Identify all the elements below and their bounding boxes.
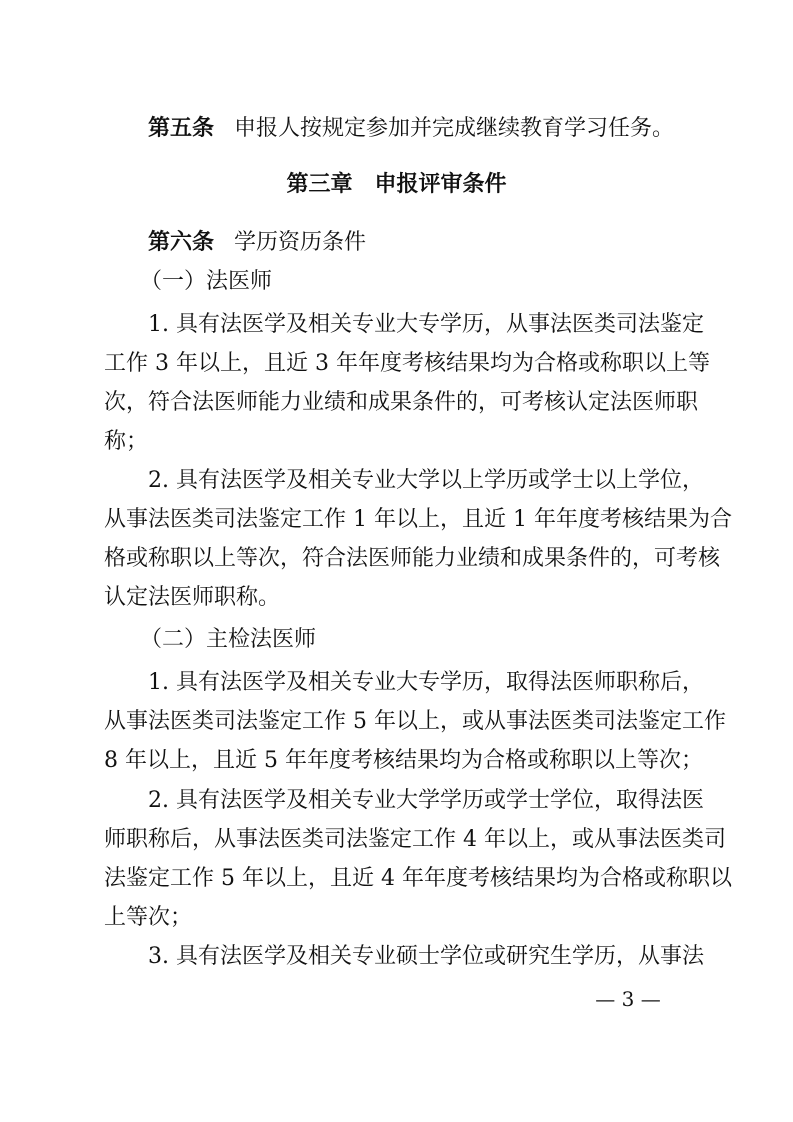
paragraph-line: 8 年以上，且近 5 年年度考核结果均为合格或称职以上等次；: [104, 748, 703, 773]
paragraph-line: 2. 具有法医学及相关专业大学学历或学士学位，取得法医: [148, 788, 704, 813]
section-2-item-2: [104, 786, 732, 933]
paragraph-line: 上等次；: [104, 905, 193, 930]
section-2-heading: （二）主检法医师: [140, 627, 317, 652]
article-5: [148, 114, 674, 144]
paragraph-line: 工作 3 年以上，且近 3 年年度考核结果均为合格或称职以上等: [104, 351, 710, 376]
paragraph-line: 2. 具有法医学及相关专业大学以上学历或学士以上学位，: [148, 468, 704, 493]
paragraph-line: 认定法医师职称。: [104, 585, 281, 610]
page-number: — 3 —: [595, 987, 661, 1011]
article-5-label: 第五条: [148, 116, 215, 141]
paragraph-line: 1. 具有法医学及相关专业大专学历，从事法医类司法鉴定: [148, 312, 704, 337]
section-1-heading: （一）法医师: [140, 269, 273, 294]
article-6-text: 学历资历条件: [234, 230, 367, 255]
paragraph-line: 称；: [104, 429, 149, 454]
article-6-label: 第六条: [148, 230, 215, 255]
section-2-item-1: [104, 668, 726, 776]
article-6: [148, 228, 366, 258]
paragraph-line: 3. 具有法医学及相关专业硕士学位或研究生学历，从事法: [148, 944, 704, 969]
chapter-3-title: 第三章 申报评审条件: [286, 172, 507, 197]
section-1-item-2: [104, 466, 732, 613]
article-5-text: 申报人按规定参加并完成继续教育学习任务。: [234, 116, 675, 141]
paragraph-line: 法鉴定工作 5 年以上，且近 4 年年度考核结果均为合格或称职以: [104, 866, 732, 891]
paragraph-line: 格或称职以上等次，符合法医师能力业绩和成果条件的，可考核: [104, 546, 721, 571]
section-1-item-1: [104, 310, 710, 457]
paragraph-line: 1. 具有法医学及相关专业大专学历，取得法医师职称后，: [148, 670, 704, 695]
paragraph-line: 次，符合法医师能力业绩和成果条件的，可考核认定法医师职: [104, 390, 699, 415]
paragraph-line: 从事法医类司法鉴定工作 5 年以上，或从事法医类司法鉴定工作: [104, 709, 726, 734]
paragraph-line: 师职称后，从事法医类司法鉴定工作 4 年以上，或从事法医类司: [104, 827, 726, 852]
paragraph-line: 从事法医类司法鉴定工作 1 年以上，且近 1 年年度考核结果为合: [104, 507, 732, 532]
section-2-item-3: [104, 942, 704, 972]
